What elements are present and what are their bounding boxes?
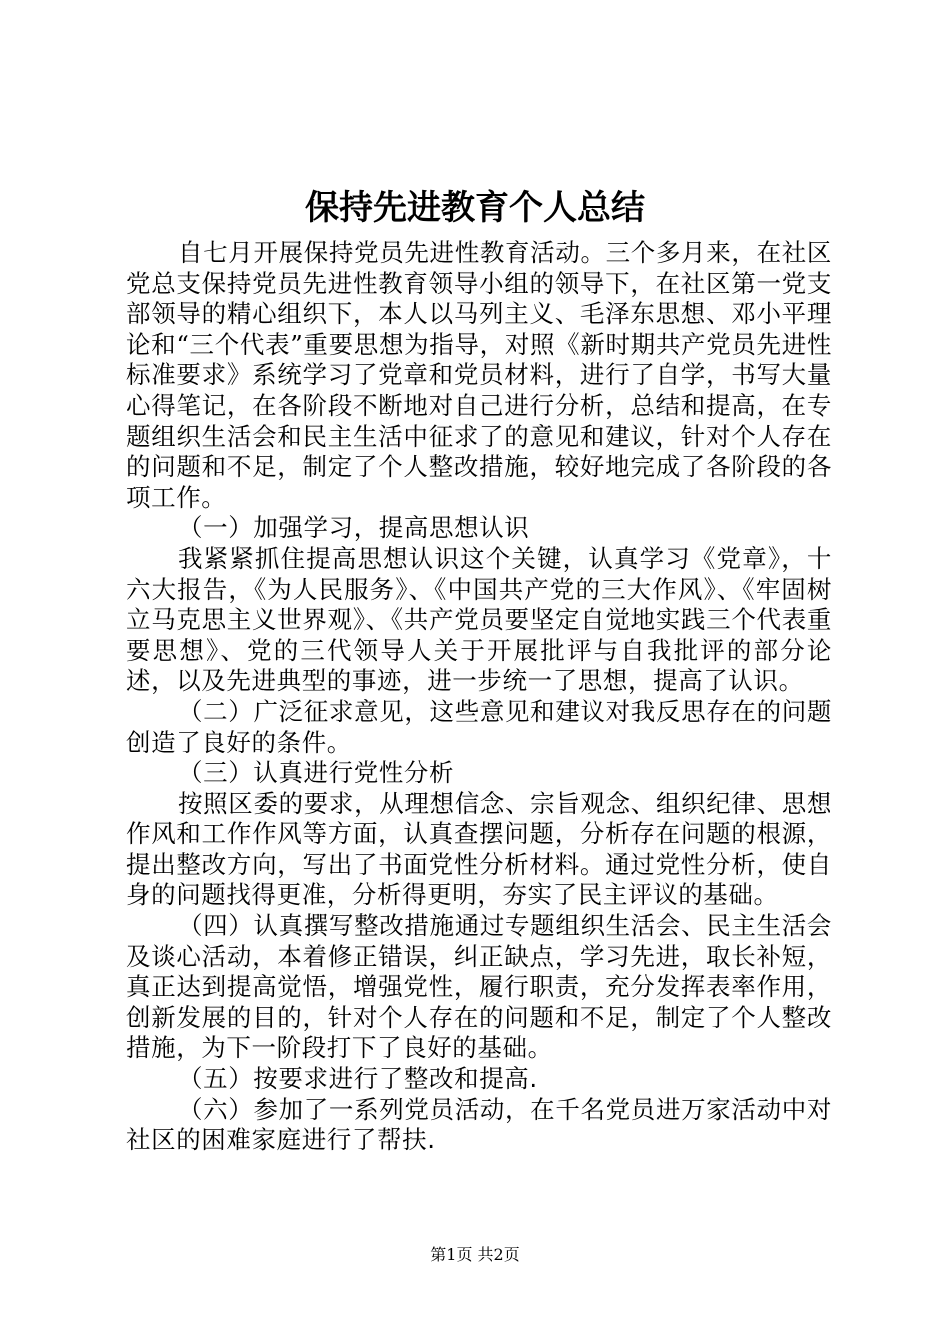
- paragraph-section-3: 按照区委的要求，从理想信念、宗旨观念、组织纪律、思想作风和工作作风等方面，认真查摆问题，分析存在问题的根源，提出整改方向，写出了书面党性分析材料。通过党性分析，使自身的问题找得更准，分析得更明，夯实了民主评议的基础。: [126, 788, 832, 910]
- document-title: 保持先进教育个人总结: [305, 188, 645, 228]
- heading-section-3: （三）认真进行党性分析: [178, 758, 455, 788]
- heading-section-2: （二）广泛征求意见，这些意见和建议对我反思存在的问题创造了良好的条件。: [126, 696, 832, 757]
- page-footer: 第1页 共2页: [430, 1245, 520, 1264]
- paragraph-section-1: 我紧紧抓住提高思想认识这个关键，认真学习《党章》，十六大报告，《为人民服务》、《中国共产党的三大作风》、《牢固树立马克思主义世界观》、《共产党员要坚定自觉地实践三个代表重要思想》、党的三代领导人关于开展批评与自我批评的部分论述，以及先进典型的事迹，进一步统一了思想，提高了认识。: [126, 543, 832, 696]
- heading-section-5: （五）按要求进行了整改和提高.: [178, 1064, 538, 1094]
- heading-section-1: （一）加强学习，提高思想认识: [178, 513, 530, 543]
- paragraph-section-6: （六）参加了一系列党员活动，在千名党员进万家活动中对社区的困难家庭进行了帮扶.: [126, 1094, 832, 1155]
- document-body: [126, 238, 832, 1156]
- paragraph-section-4: （四）认真撰写整改措施通过专题组织生活会、民主生活会及谈心活动，本着修正错误，纠正缺点，学习先进，取长补短，真正达到提高觉悟，增强党性，履行职责，充分发挥表率作用，创新发展的目的，针对个人存在的问题和不足，制定了个人整改措施，为下一阶段打下了良好的基础。: [126, 911, 832, 1063]
- paragraph-intro: 自七月开展保持党员先进性教育活动。三个多月来，在社区党总支保持党员先进性教育领导小组的领导下，在社区第一党支部领导的精心组织下，本人以马列主义、毛泽东思想、邓小平理论和“三个代表”重要思想为指导，对照《新时期共产党员先进性标准要求》系统学习了党章和党员材料，进行了自学，书写大量心得笔记，在各阶段不断地对自己进行分析，总结和提高，在专题组织生活会和民主生活中征求了的意见和建议，针对个人存在的问题和不足，制定了个人整改措施，较好地完成了各阶段的各项工作。: [126, 238, 832, 512]
